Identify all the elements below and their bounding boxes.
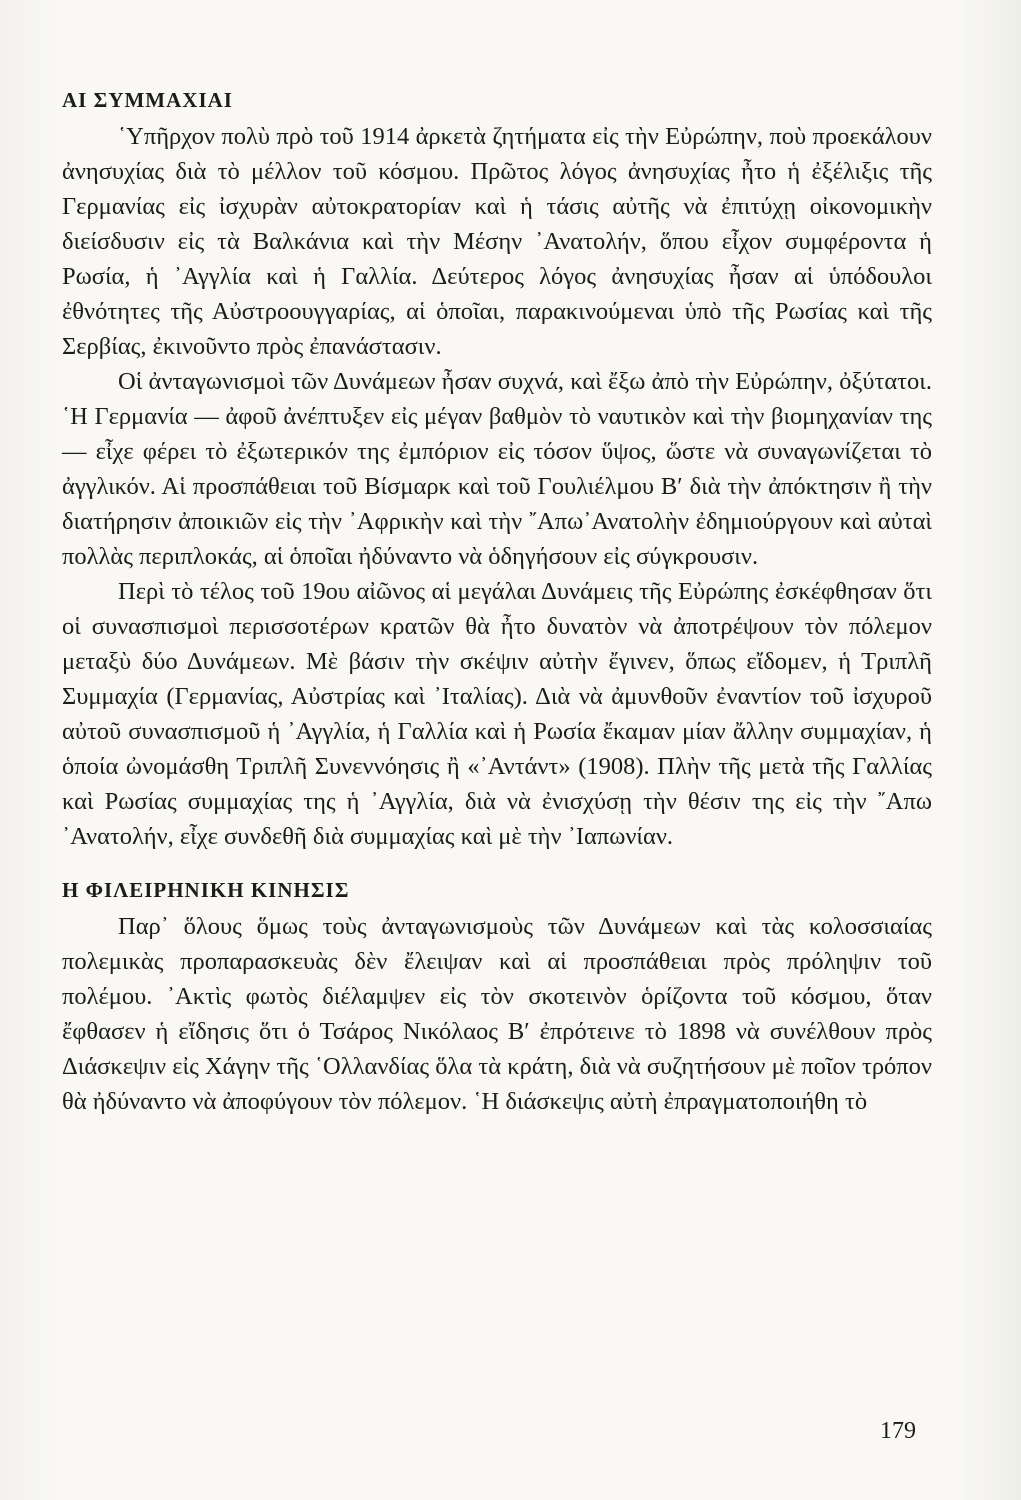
paragraph: Οἱ ἀνταγωνισμοὶ τῶν Δυνάμεων ἦσαν συχνά, καὶ ἔξω ἀπὸ τὴν Εὐρώπην, ὀξύτατοι. ῾Η Γερμανία — ἀφοῦ ἀνέπτυξεν εἰς μέγαν βαθμὸν τὸ ναυτικὸν καὶ τὴν βιομηχανίαν της — εἶχε φέρει τὸ ἐξωτερικόν της ἐμπόριον εἰς τόσον ὕψος, ὥστε νὰ συναγωνίζεται τὸ ἀγγλικόν. Αἱ προσπάθειαι τοῦ Βίσμαρκ καὶ τοῦ Γουλιέλμου Β′ διὰ τὴν ἀπόκτησιν ἢ τὴν διατήρησιν ἀποικιῶν εἰς τὴν ᾿Αφρικὴν καὶ τὴν ῎Απω᾿Ανατολὴν ἐδημιούργουν καὶ αὐταὶ πολλὰς περιπλοκάς, αἱ ὁποῖαι ἠδύναντο νὰ ὁδηγήσουν εἰς σύγκρουσιν. xyxy=(62,368,932,570)
paragraph: ῾Υπῆρχον πολὺ πρὸ τοῦ 1914 ἀρκετὰ ζητήματα εἰς τὴν Εὐρώπην, ποὺ προεκάλουν ἀνησυχίας διὰ τὸ μέλλον τοῦ κόσμου. Πρῶτος λόγος ἀνησυχίας ἦτο ἡ ἐξέλιξις τῆς Γερμανίας εἰς ἰσχυρὰν αὐτοκρατορίαν καὶ ἡ τάσις αὐτῆς νὰ ἐπιτύχῃ οἰκονομικὴν διείσδυσιν εἰς τὰ Βαλκάνια καὶ τὴν Μέσην ᾿Ανατολήν, ὅπου εἶχον συμφέροντα ἡ Ρωσία, ἡ ᾿Αγγλία καὶ ἡ Γαλλία. Δεύτερος λόγος ἀνησυχίας ἦσαν αἱ ὑπόδουλοι ἐθνότητες τῆς Αὐστροουγγαρίας, αἱ ὁποῖαι, παρακινούμεναι ὑπὸ τῆς Ρωσίας καὶ τῆς Σερβίας, ἐκινοῦντο πρὸς ἐπανάστασιν. xyxy=(62,123,932,360)
page-number: 179 xyxy=(880,1418,916,1444)
paragraph: Παρ᾿ ὅλους ὅμως τοὺς ἀνταγωνισμοὺς τῶν Δυνάμεων καὶ τὰς κολοσσιαίας πολεμικὰς προπαρασκευὰς δὲν ἔλειψαν καὶ αἱ προσπάθειαι πρὸς πρόληψιν τοῦ πολέμου. ᾿Ακτὶς φωτὸς διέλαμψεν εἰς τὸν σκοτεινὸν ὁρίζοντα τοῦ κόσμου, ὅταν ἔφθασεν ἡ εἴδησις ὅτι ὁ Τσάρος Νικόλαος Β′ ἐπρότεινε τὸ 1898 νὰ συνέλθουν πρὸς Διάσκεψιν εἰς Χάγην τῆς ῾Ολλανδίας ὅλα τὰ κράτη, διὰ νὰ συζητήσουν μὲ ποῖον τρόπον θὰ ἠδύναντο νὰ ἀποφύγουν τὸν πόλεμον. ῾Η διάσκεψις αὐτὴ ἐπραγματοποιήθη τὸ xyxy=(62,913,932,1115)
section-title-peace-movement: Η ΦΙΛΕΙΡΗΝΙΚΗ ΚΙΝΗΣΙΣ xyxy=(62,878,350,902)
section-title-alliances: ΑΙ ΣΥΜΜΑΧΙΑΙ xyxy=(62,88,233,112)
paragraph: Περὶ τὸ τέλος τοῦ 19ου αἰῶνος αἱ μεγάλαι Δυνάμεις τῆς Εὐρώπης ἐσκέφθησαν ὅτι οἱ συνασπισμοὶ περισσοτέρων κρατῶν θὰ ἦτο δυνατὸν νὰ ἀποτρέψουν τὸν πόλεμον μεταξὺ δύο Δυνάμεων. Μὲ βάσιν τὴν σκέψιν αὐτὴν ἔγινεν, ὅπως εἴδομεν, ἡ Τριπλῆ Συμμαχία (Γερμανίας, Αὐστρίας καὶ ᾿Ιταλίας). Διὰ νὰ ἀμυνθοῦν ἐναντίον τοῦ ἰσχυροῦ αὐτοῦ συνασπισμοῦ ἡ ᾿Αγγλία, ἡ Γαλλία καὶ ἡ Ρωσία ἔκαμαν μίαν ἄλλην συμμαχίαν, ἡ ὁποία ὠνομάσθη Τριπλῆ Συνεννόησις ἢ «᾿Αντάντ» (1908). Πλὴν τῆς μετὰ τῆς Γαλλίας καὶ Ρωσίας συμμαχίας της ἡ ᾿Αγγλία, διὰ νὰ ἐνισχύσῃ τὴν θέσιν της εἰς τὴν ῎Απω ᾿Ανατολήν, εἶχε συνδεθῆ διὰ συμμαχίας καὶ μὲ τὴν ᾿Ιαπωνίαν. xyxy=(62,578,932,850)
page-content xyxy=(62,88,932,1119)
